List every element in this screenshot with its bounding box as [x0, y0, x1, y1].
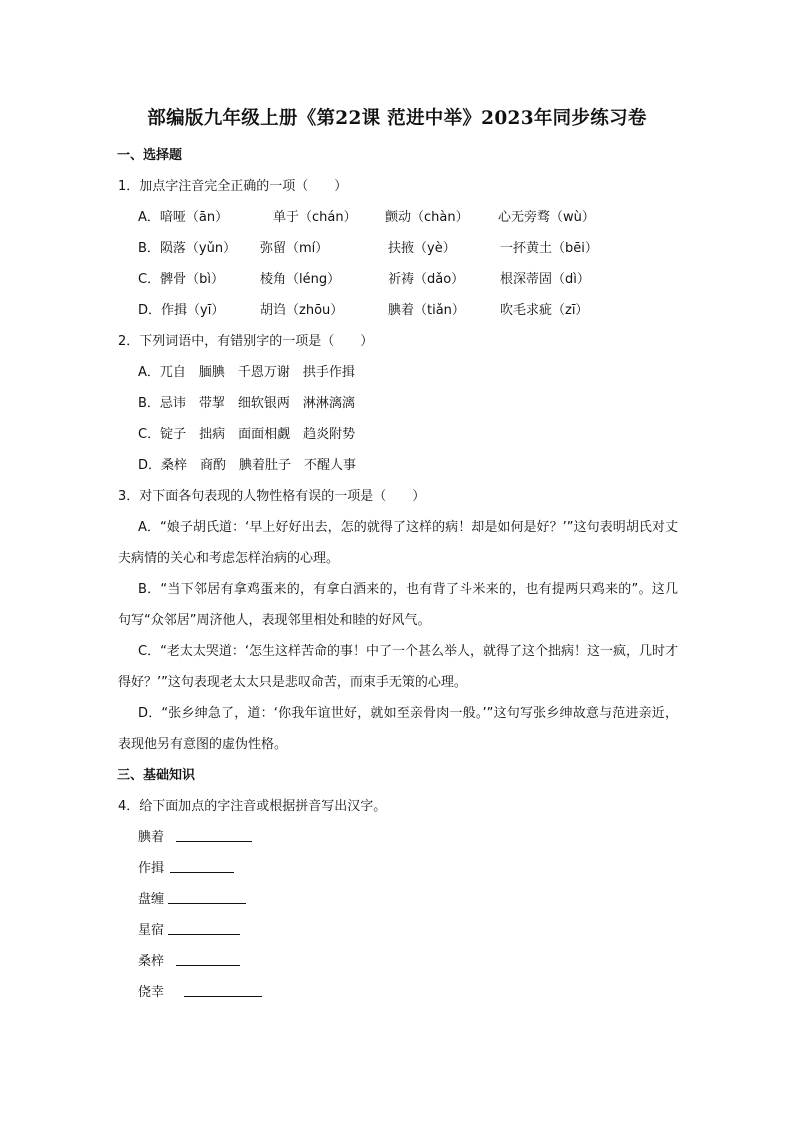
question-1-option-b — [118, 233, 678, 264]
question-2-option-a: A．兀自 腼腆 千恩万谢 拱手作揖 — [138, 365, 355, 380]
question-1-option-c — [118, 264, 678, 295]
fill-item — [118, 946, 678, 977]
question-3-option-c: C．“老太太哭道：‘怎生这样苦命的事！中了一个甚么举人，就得了这个拙病！这一疯，几时才得好？’”这句表现老太太只是悲叹命苦，而束手无策的心理。 — [118, 644, 678, 690]
answer-blank[interactable] — [184, 980, 262, 997]
answer-blank[interactable] — [168, 887, 246, 904]
fill-item-word: 作揖 — [138, 861, 165, 876]
option-word: C．髀骨（bì） — [138, 272, 224, 287]
section-heading-basics: 三、基础知识 — [117, 768, 196, 783]
document-body — [118, 140, 678, 1008]
option-word: 单于（chán） — [273, 210, 357, 225]
fill-item-word: 桑梓 — [138, 954, 165, 969]
question-1-option-a — [118, 202, 678, 233]
option-word: 棱角（léng） — [260, 272, 341, 287]
option-word: 心无旁骛（wù） — [498, 210, 595, 225]
question-2-option-b: B．忌讳 带挈 细软银两 淋淋漓漓 — [138, 396, 355, 411]
document-title: 部编版九年级上册《第22课 范进中举》2023年同步练习卷 — [147, 108, 647, 129]
question-3-option-d: D．“张乡绅急了，道：‘你我年谊世好，就如至亲骨肉一般。’”这句写张乡绅故意与范进亲近，表现他另有意图的虚伪性格。 — [118, 706, 678, 752]
question-4-stem: 4．给下面加点的字注音或根据拼音写出汉字。 — [118, 799, 387, 814]
question-3-option-a: A．“娘子胡氏道：‘早上好好出去，怎的就得了这样的病！却是如何是好？’”这句表明胡氏对丈夫病情的关心和考虑怎样治病的心理。 — [118, 520, 678, 566]
option-word: A．喑哑（ān） — [138, 210, 229, 225]
fill-item-word: 星宿 — [138, 923, 165, 938]
fill-item — [118, 915, 678, 946]
option-word: 一抔黄土（bēi） — [500, 241, 598, 256]
question-2-option-d: D．桑梓 商酌 腆着肚子 不醒人事 — [138, 458, 357, 473]
fill-item — [118, 884, 678, 915]
option-word: 扶掖（yè） — [388, 241, 456, 256]
answer-blank[interactable] — [168, 918, 240, 935]
option-word: 颤动（chàn） — [385, 210, 469, 225]
fill-item — [118, 853, 678, 884]
fill-item-word: 腆着 — [138, 830, 165, 845]
option-word: D．作揖（yī） — [138, 303, 225, 318]
question-2-stem: 2．下列词语中，有错别字的一项是（ ） — [118, 334, 374, 349]
fill-item — [118, 822, 678, 853]
question-1-option-d — [118, 295, 678, 326]
question-2-option-c: C．锭子 拙病 面面相觑 趋炎附势 — [138, 427, 356, 442]
option-word: 腆着（tiǎn） — [388, 303, 465, 318]
option-word: 胡诌（zhōu） — [260, 303, 344, 318]
answer-blank[interactable] — [176, 949, 240, 966]
option-word: 吹毛求疵（zī） — [500, 303, 589, 318]
question-3-option-b: B．“当下邻居有拿鸡蛋来的，有拿白酒来的，也有背了斗米来的，也有提两只鸡来的”。这几句写“众邻居”周济他人，表现邻里相处和睦的好风气。 — [118, 582, 678, 628]
option-word: 弥留（mí） — [260, 241, 329, 256]
fill-item-word: 侥幸 — [138, 985, 165, 1000]
option-word: B．陨落（yǔn） — [138, 241, 237, 256]
answer-blank[interactable] — [176, 825, 252, 842]
question-3-stem: 3．对下面各句表现的人物性格有误的一项是（ ） — [118, 489, 426, 504]
section-heading-choice: 一、选择题 — [117, 148, 183, 163]
option-word: 祈祷（dǎo） — [388, 272, 465, 287]
fill-item-word: 盘缠 — [138, 892, 165, 907]
question-1-stem: 1．加点字注音完全正确的一项（ ） — [118, 179, 348, 194]
answer-blank[interactable] — [170, 856, 234, 873]
fill-item — [118, 977, 678, 1008]
option-word: 根深蒂固（dì） — [500, 272, 590, 287]
